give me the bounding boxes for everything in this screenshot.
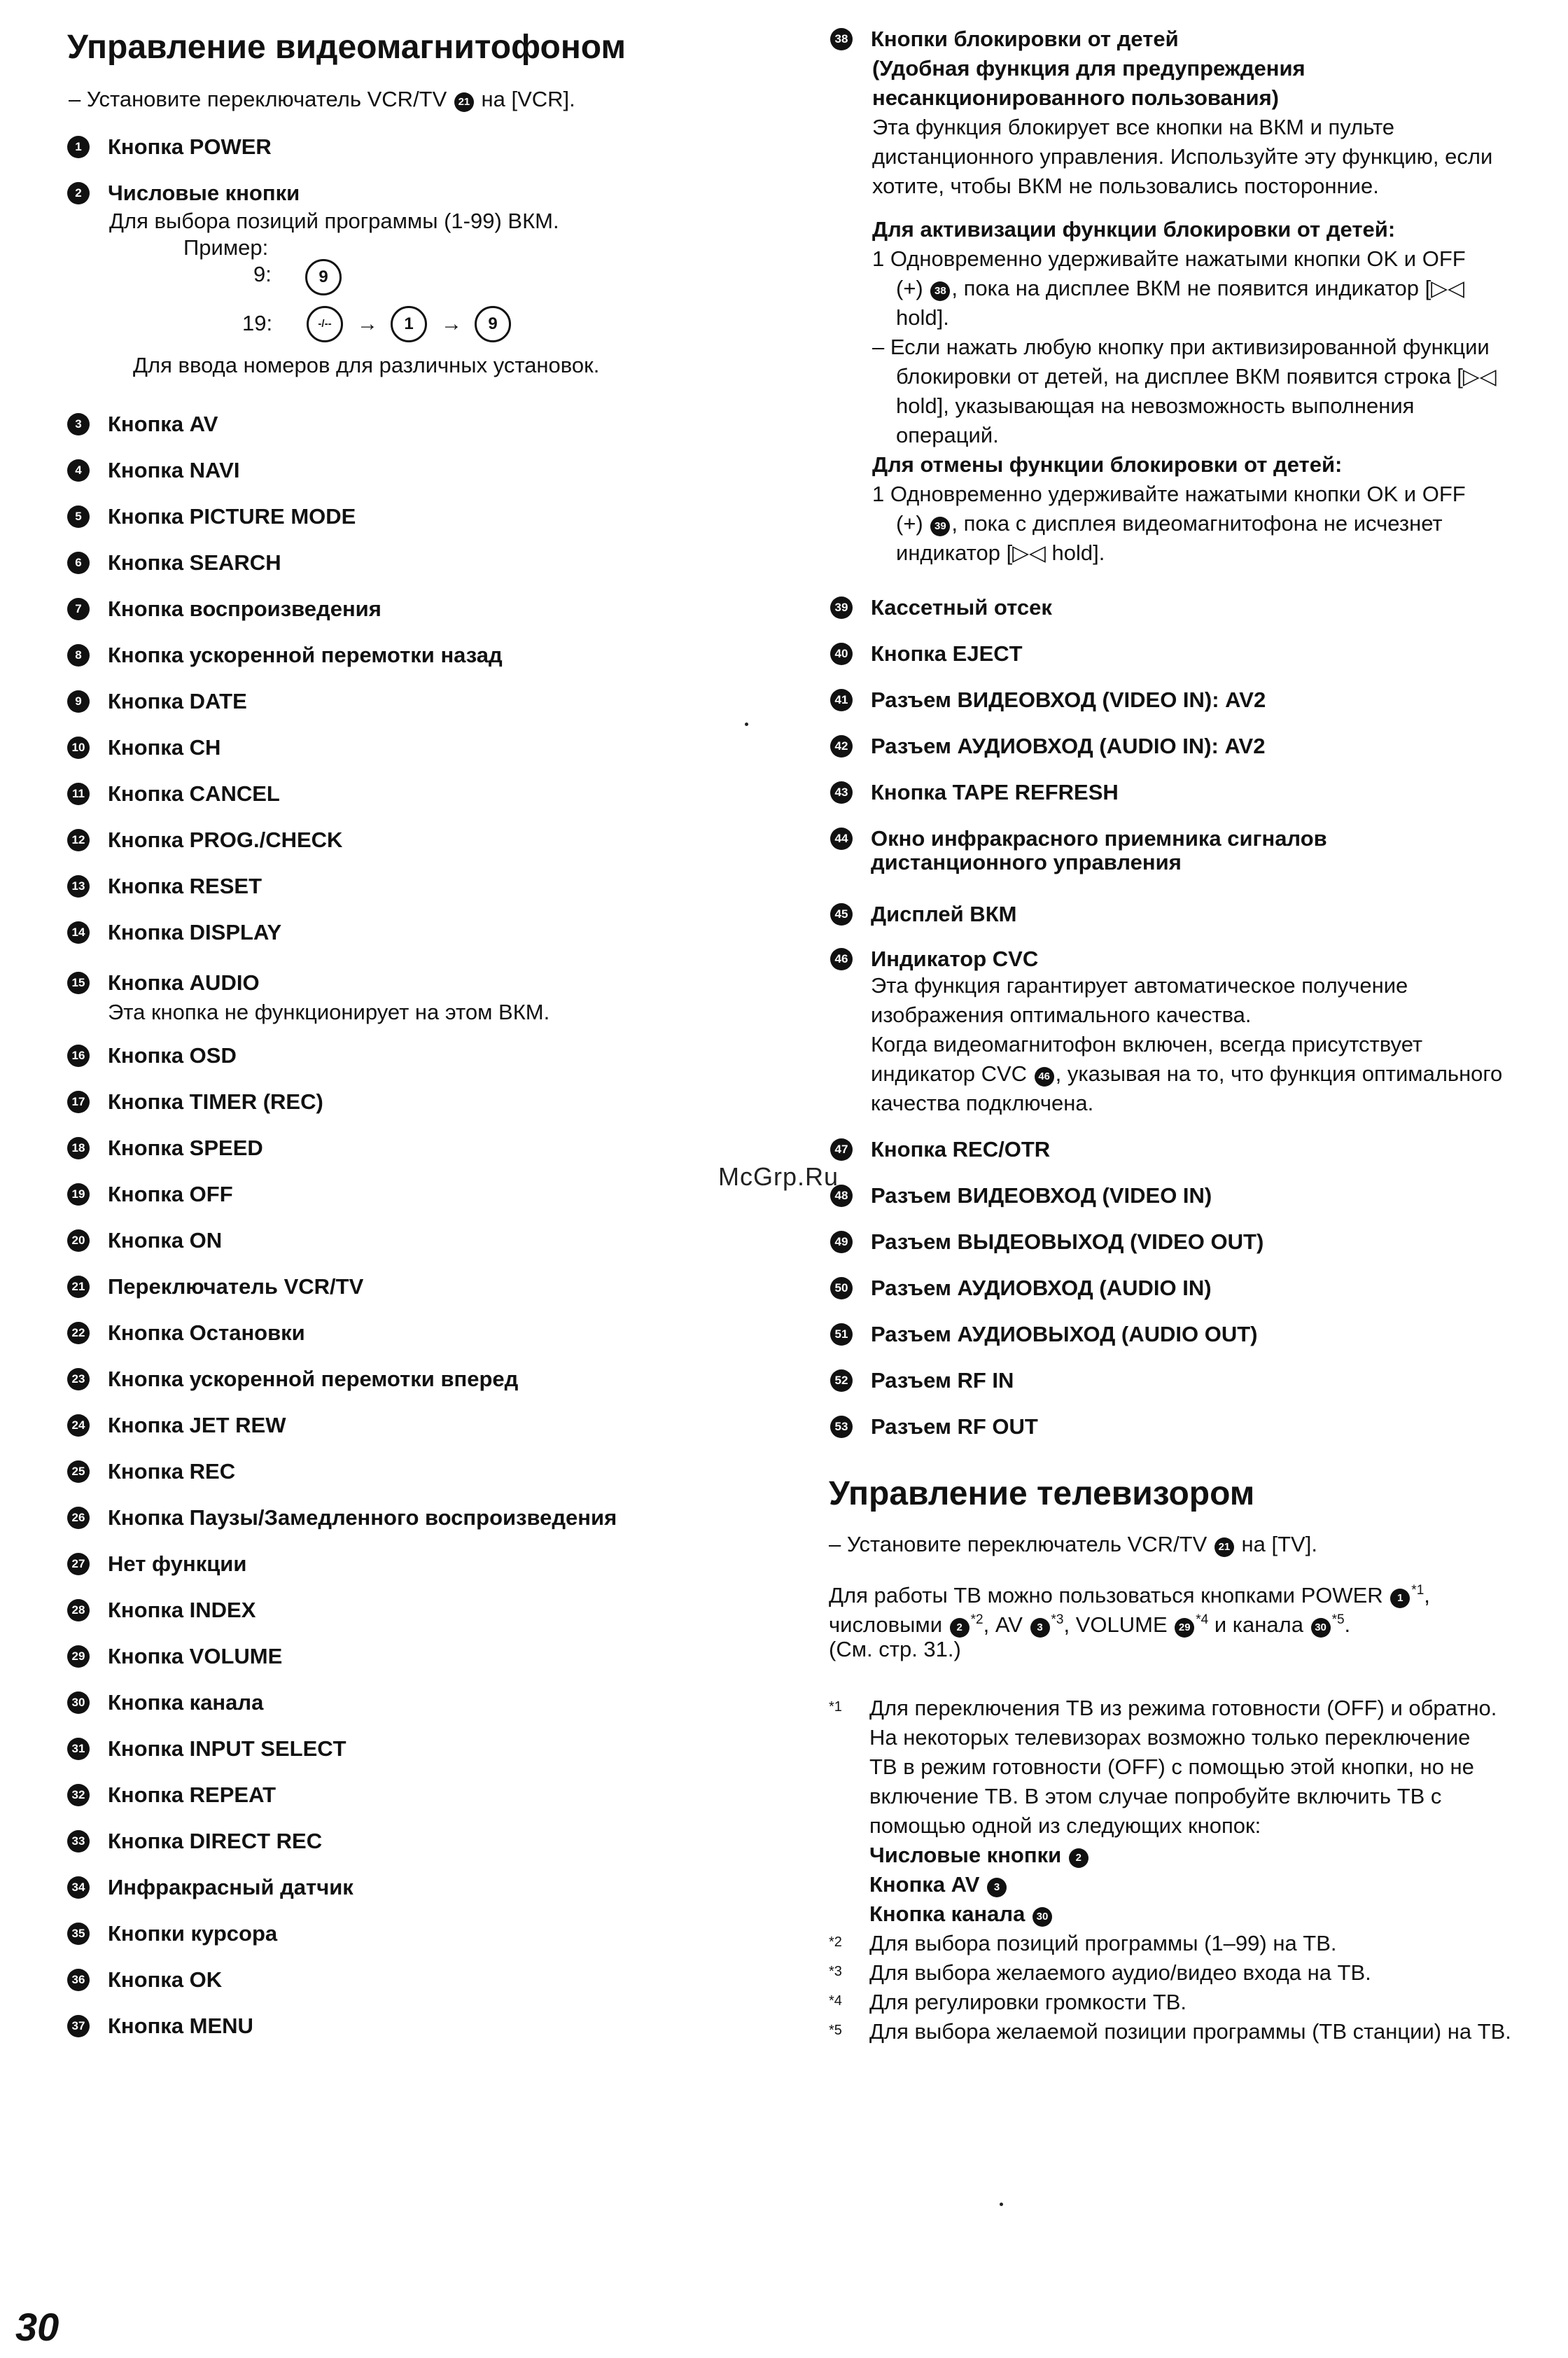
tv-intro-text: на [TV].	[1235, 1532, 1317, 1556]
item-label: Кнопка Остановки	[108, 1320, 305, 1345]
item-label: Кнопка JET REW	[108, 1413, 286, 1437]
ref-badge: 3	[987, 1878, 1007, 1897]
item-label: Кнопка EJECT	[871, 641, 1023, 666]
item-label: Кнопка ускоренной перемотки вперед	[108, 1367, 519, 1391]
item-label: Инфракрасный датчик	[108, 1875, 354, 1899]
item-label: Разъем RF IN	[871, 1368, 1014, 1393]
cvc-desc: качества подключена.	[871, 1091, 1094, 1115]
footnote-ref: *2	[970, 1612, 983, 1627]
item-number-badge: 45	[830, 903, 853, 926]
footnote-mark: *1	[829, 1699, 842, 1715]
item-number-badge: 29	[67, 1645, 90, 1668]
item-number-badge: 16	[67, 1045, 90, 1067]
tv-paragraph-text: .	[1344, 1612, 1351, 1637]
stray-dot	[745, 723, 748, 726]
item-number-badge: 43	[830, 781, 853, 804]
item-number-badge: 53	[830, 1416, 853, 1438]
item-number-badge: 42	[830, 735, 853, 758]
child-lock-note: операций.	[896, 423, 999, 447]
item-label: Кнопка PROG./CHECK	[108, 828, 343, 852]
item-label: Разъем ВИДЕОВХОД (VIDEO IN)	[871, 1183, 1212, 1208]
arrow-icon: →	[357, 312, 378, 335]
item-label: Разъем АУДИОВЫХОД (AUDIO OUT)	[871, 1322, 1258, 1346]
item-number-badge: 20	[67, 1229, 90, 1252]
item-label: Индикатор CVC	[871, 947, 1039, 971]
item-number-badge: 31	[67, 1738, 90, 1760]
item-label: Кнопка DIRECT REC	[108, 1829, 323, 1853]
ir-window-line2: дистанционного управления	[871, 850, 1182, 874]
item-label: Кнопка INDEX	[108, 1598, 256, 1622]
child-lock-cancel-title: Для отмены функции блокировки от детей:	[872, 452, 1343, 477]
item-label: Кнопка RESET	[108, 874, 262, 898]
tv-intro-text: – Установите переключатель VCR/TV	[829, 1532, 1213, 1556]
item-label: Кнопка AV	[108, 412, 218, 436]
child-lock-step-text: (+)	[896, 511, 930, 536]
item-label: Кнопки блокировки от детей	[871, 27, 1179, 51]
stray-dot	[1000, 2203, 1003, 2206]
vcr-intro-text-1: – Установите переключатель VCR/TV	[69, 87, 453, 111]
item-label: Кнопка OSD	[108, 1043, 237, 1068]
cvc-desc: Когда видеомагнитофон включен, всегда присутствует	[871, 1032, 1423, 1056]
item-number-badge: 24	[67, 1414, 90, 1437]
example-19-label: 19:	[242, 311, 273, 335]
item-number-badge: 12	[67, 829, 90, 851]
item-number-badge: 21	[67, 1276, 90, 1298]
item-label: Кнопка CH	[108, 735, 221, 760]
item-label: Кнопка INPUT SELECT	[108, 1736, 346, 1761]
item-number-badge: 15	[67, 972, 90, 994]
item-label: Кнопка ON	[108, 1228, 223, 1253]
footnote-bold-text: Числовые кнопки	[869, 1843, 1068, 1867]
footnote-bold-text: Кнопка канала	[869, 1902, 1031, 1926]
tv-section-title: Управление телевизором	[829, 1475, 1255, 1512]
item-number-badge: 49	[830, 1231, 853, 1253]
item-number-badge: 40	[830, 643, 853, 665]
child-lock-note: hold], указывающая на невозможность выполнения	[896, 393, 1415, 418]
item-label: Кнопка POWER	[108, 134, 272, 159]
ref-badge: 1	[1390, 1589, 1410, 1608]
item-number-badge: 35	[67, 1923, 90, 1945]
vcr-intro-text-2: на [VCR].	[475, 87, 575, 111]
audio-note: Эта кнопка не функционирует на этом ВКМ.	[108, 1000, 550, 1024]
item-number-badge: 36	[67, 1969, 90, 1991]
ref-badge: 46	[1035, 1067, 1054, 1087]
item-number-badge: 27	[67, 1553, 90, 1575]
numeric-desc: Для выбора позиций программы (1-99) ВКМ.	[109, 209, 559, 233]
item-label: Разъем ВЫДЕОВЫХОД (VIDEO OUT)	[871, 1229, 1264, 1254]
item-label: Кнопка DATE	[108, 689, 247, 713]
item-number-badge: 39	[830, 597, 853, 619]
item-label: Кнопка OK	[108, 1967, 223, 1992]
footnote-text: На некоторых телевизорах возможно только переключение	[869, 1725, 1471, 1750]
item-label: Кнопка MENU	[108, 2014, 253, 2038]
vcr-section-title: Управление видеомагнитофоном	[67, 29, 626, 66]
item-number-badge: 4	[67, 459, 90, 482]
vcr-intro	[69, 85, 575, 113]
item-label: Окно инфракрасного приемника сигналов	[871, 826, 1327, 851]
item-number-badge: 50	[830, 1277, 853, 1299]
tv-paragraph-text: Для работы ТВ можно пользоваться кнопками POWER	[829, 1583, 1390, 1607]
item-number-badge: 38	[830, 28, 853, 50]
example-label: Пример:	[183, 235, 269, 260]
child-lock-note: – Если нажать любую кнопку при активизированной функции	[872, 335, 1490, 359]
arrow-icon: →	[441, 312, 462, 335]
child-lock-step: индикатор [▷◁ hold].	[896, 540, 1105, 565]
cvc-desc: изображения оптимального качества.	[871, 1003, 1252, 1027]
item-label: Кнопка PICTURE MODE	[108, 504, 356, 529]
ref-badge: 30	[1311, 1618, 1331, 1638]
item-number-badge: 52	[830, 1369, 853, 1392]
item-label: Кнопка SPEED	[108, 1136, 263, 1160]
item-label: Кнопка REC/OTR	[871, 1137, 1051, 1161]
footnote-text: ТВ в режим готовности (OFF) с помощью этой кнопки, но не	[869, 1754, 1474, 1779]
tv-paragraph-text: числовыми	[829, 1612, 948, 1637]
item-label: Кнопка VOLUME	[108, 1644, 283, 1668]
item-number-badge: 33	[67, 1830, 90, 1853]
child-lock-desc: хотите, чтобы ВКМ не пользовались посторонние.	[872, 174, 1379, 198]
item-number-badge: 18	[67, 1137, 90, 1159]
watermark: McGrp.Ru	[718, 1162, 839, 1191]
item-number-badge: 26	[67, 1507, 90, 1529]
digit-9-key-icon: 9	[475, 306, 511, 342]
item-label: Кнопка OFF	[108, 1182, 233, 1206]
item-label: Нет функции	[108, 1551, 247, 1576]
footnote-text: помощью одной из следующих кнопок:	[869, 1813, 1261, 1838]
item-label: Кнопка NAVI	[108, 458, 240, 482]
ref-badge: 39	[930, 517, 950, 536]
item-label: Разъем АУДИОВХОД (AUDIO IN)	[871, 1276, 1212, 1300]
item-number-badge: 6	[67, 552, 90, 574]
tv-paragraph-text: ,	[1424, 1583, 1430, 1607]
tv-paragraph	[829, 1577, 1430, 1610]
cvc-desc-text: индикатор CVC	[871, 1061, 1033, 1086]
item-label: Кнопка CANCEL	[108, 781, 280, 806]
child-lock-step	[896, 510, 1443, 538]
child-lock-desc: дистанционного управления. Используйте эту функцию, если	[872, 144, 1493, 169]
child-lock-step-text: , пока с дисплея видеомагнитофона не исчезнет	[951, 511, 1443, 536]
item-number-badge: 5	[67, 505, 90, 528]
item-number-badge: 3	[67, 413, 90, 435]
item-number-badge: 34	[67, 1876, 90, 1899]
item-number-badge: 13	[67, 875, 90, 898]
item-label: Кнопка Паузы/Замедленного воспроизведения	[108, 1505, 617, 1530]
child-lock-desc: Эта функция блокирует все кнопки на ВКМ и пульте	[872, 115, 1395, 139]
footnote-text: Для переключения ТВ из режима готовности (OFF) и обратно.	[869, 1696, 1497, 1720]
page-number: 30	[15, 2305, 59, 2349]
footnote-bold-item	[869, 1900, 1054, 1928]
child-lock-sub1: (Удобная функция для предупреждения	[872, 56, 1306, 81]
item-number-badge: 9	[67, 690, 90, 713]
footnote-ref: *5	[1331, 1612, 1345, 1627]
tv-paragraph-text: , VOLUME	[1063, 1612, 1174, 1637]
item-label: Дисплей ВКМ	[871, 902, 1017, 926]
ref-badge: 21	[1214, 1537, 1234, 1557]
item-label: Кнопка DISPLAY	[108, 920, 282, 944]
item-number-badge: 23	[67, 1368, 90, 1390]
ref-badge: 30	[1032, 1907, 1052, 1927]
footnote-text: Для выбора желаемого аудио/видео входа на ТВ.	[869, 1960, 1371, 1985]
child-lock-activate-title: Для активизации функции блокировки от детей:	[872, 217, 1396, 242]
ref-badge: 2	[1069, 1848, 1088, 1868]
ref-badge: 29	[1175, 1618, 1194, 1638]
item-number-badge: 14	[67, 921, 90, 944]
footnote-mark: *5	[829, 2023, 842, 2038]
dash-key-icon: -/--	[307, 306, 343, 342]
ref-badge: 2	[950, 1618, 969, 1638]
cvc-desc-text: , указывая на то, что функция оптимального	[1055, 1061, 1503, 1086]
item-label: Кнопка TAPE REFRESH	[871, 780, 1119, 804]
footnote-bold-text: Кнопка AV	[869, 1872, 986, 1897]
numeric-note: Для ввода номеров для различных установок.	[133, 353, 600, 377]
item-number-badge: 47	[830, 1138, 853, 1161]
child-lock-step: hold].	[896, 305, 949, 330]
item-label: Разъем RF OUT	[871, 1414, 1038, 1439]
child-lock-step-text: (+)	[896, 276, 930, 300]
item-label: Кнопки курсора	[108, 1921, 278, 1946]
digit-1-key-icon: 1	[391, 306, 427, 342]
item-number-badge: 41	[830, 689, 853, 711]
item-label: Кнопка воспроизведения	[108, 597, 382, 621]
item-number-badge: 7	[67, 598, 90, 620]
cvc-desc: Эта функция гарантирует автоматическое получение	[871, 973, 1408, 998]
item-number-badge: 11	[67, 783, 90, 805]
item-number-badge: 44	[830, 828, 853, 850]
ref-badge: 21	[454, 92, 474, 112]
item-number-badge: 17	[67, 1091, 90, 1113]
item-label: Кнопка TIMER (REC)	[108, 1089, 323, 1114]
item-label: Кнопка REPEAT	[108, 1783, 276, 1807]
footnote-text: Для выбора позиций программы (1–99) на ТВ.	[869, 1931, 1337, 1955]
child-lock-note: блокировки от детей, на дисплее ВКМ появится строка [▷◁	[896, 364, 1497, 389]
item-number-badge: 51	[830, 1323, 853, 1346]
tv-paragraph	[829, 1606, 1350, 1639]
item-number-badge: 32	[67, 1784, 90, 1806]
item-number-badge: 37	[67, 2015, 90, 2037]
item-label: Числовые кнопки	[108, 181, 300, 205]
ref-badge: 3	[1030, 1618, 1050, 1638]
item-label: Кнопка ускоренной перемотки назад	[108, 643, 503, 667]
footnote-ref: *1	[1411, 1583, 1424, 1598]
item-label: Кнопка REC	[108, 1459, 236, 1484]
tv-intro	[829, 1530, 1317, 1558]
item-number-badge: 25	[67, 1460, 90, 1483]
item-number-badge: 19	[67, 1183, 90, 1206]
ref-badge: 38	[930, 281, 950, 301]
item-number-badge: 2	[67, 182, 90, 204]
item-label: Кнопка канала	[108, 1690, 264, 1715]
item-number-badge: 46	[830, 948, 853, 970]
item-number-badge: 1	[67, 136, 90, 158]
footnote-bold-item	[869, 1871, 1008, 1899]
footnote-ref: *4	[1196, 1612, 1209, 1627]
footnote-text: Для выбора желаемой позиции программы (ТВ станции) на ТВ.	[869, 2019, 1511, 2044]
cvc-desc	[871, 1060, 1502, 1088]
item-label: Переключатель VCR/TV	[108, 1274, 364, 1299]
item-label: Разъем ВИДЕОВХОД (VIDEO IN): AV2	[871, 688, 1266, 712]
child-lock-sub2: несанкционированного пользования)	[872, 85, 1279, 110]
example-9-label: 9:	[253, 262, 272, 286]
item-number-badge: 8	[67, 644, 90, 667]
footnote-mark: *3	[829, 1964, 842, 1979]
item-label: Кнопка AUDIO	[108, 970, 260, 995]
footnote-bold-item	[869, 1841, 1090, 1869]
item-number-badge: 28	[67, 1599, 90, 1621]
footnote-text: включение ТВ. В этом случае попробуйте включить ТВ с	[869, 1784, 1442, 1808]
tv-paragraph-text: и канала	[1208, 1612, 1310, 1637]
item-label: Кассетный отсек	[871, 595, 1052, 620]
item-number-badge: 22	[67, 1322, 90, 1344]
item-number-badge: 48	[830, 1185, 853, 1207]
footnote-ref: *3	[1051, 1612, 1064, 1627]
item-label: Кнопка SEARCH	[108, 550, 281, 575]
digit-9-key-icon: 9	[305, 259, 342, 295]
footnote-mark: *4	[829, 1993, 842, 2009]
tv-paragraph-text: , AV	[983, 1612, 1029, 1637]
child-lock-step: 1 Одновременно удерживайте нажатыми кнопки OK и OFF	[872, 482, 1466, 506]
item-number-badge: 30	[67, 1691, 90, 1714]
child-lock-step-text: , пока на дисплее ВКМ не появится индикатор [▷◁	[951, 276, 1464, 300]
footnote-text: Для регулировки громкости ТВ.	[869, 1990, 1187, 2014]
item-number-badge: 10	[67, 737, 90, 759]
tv-paragraph: (См. стр. 31.)	[829, 1637, 961, 1661]
child-lock-step	[896, 274, 1464, 302]
item-label: Разъем АУДИОВХОД (AUDIO IN): AV2	[871, 734, 1266, 758]
child-lock-step: 1 Одновременно удерживайте нажатыми кнопки OK и OFF	[872, 246, 1466, 271]
footnote-mark: *2	[829, 1934, 842, 1950]
